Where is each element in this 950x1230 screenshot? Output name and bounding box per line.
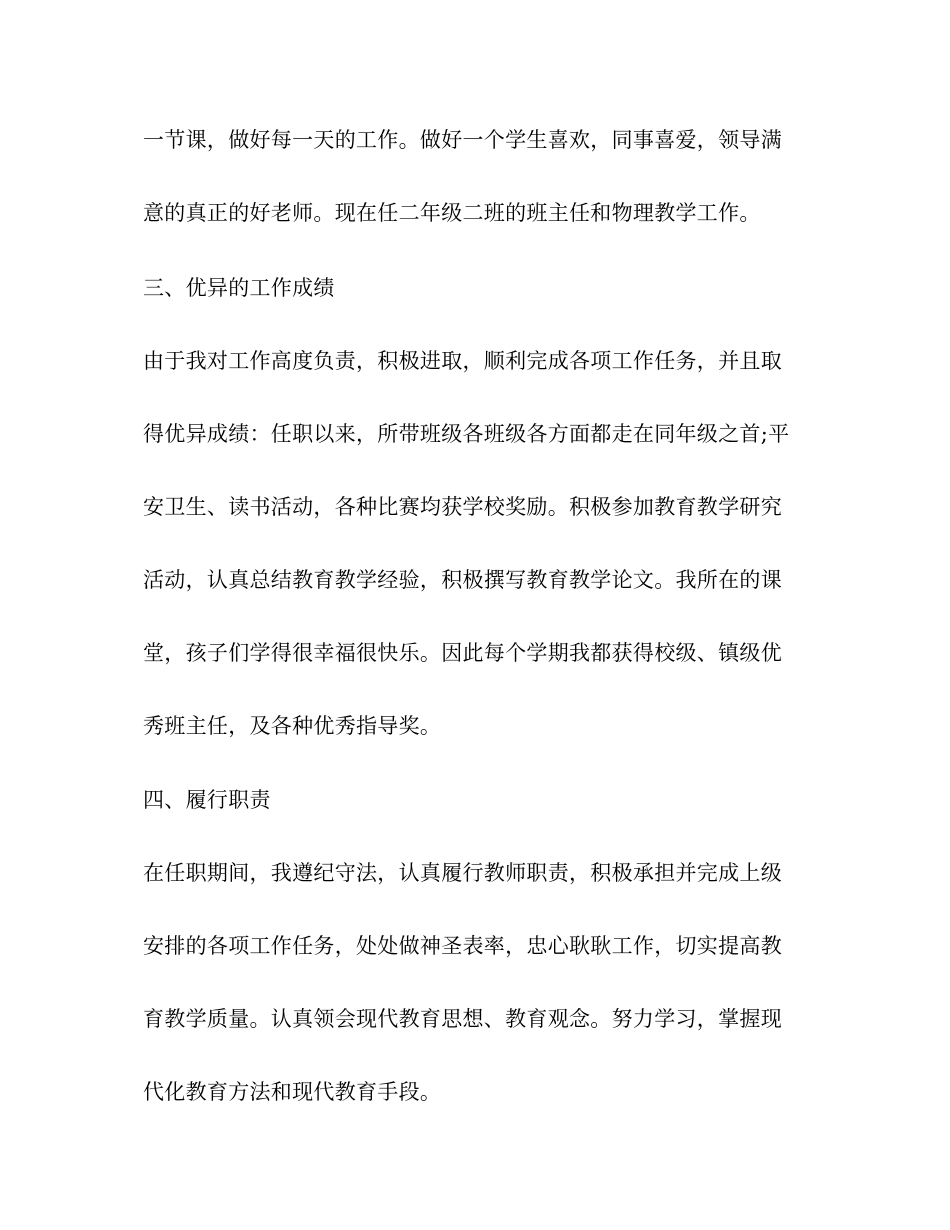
paragraph-line: 在任职期间，我遵纪守法，认真履行教师职责，积极承担并完成上级 xyxy=(143,861,782,885)
paragraph-line: 代化教育方法和现代教育手段。 xyxy=(143,1080,442,1104)
paragraph-line: 安卫生、读书活动，各种比赛均获学校奖励。积极参加教育教学研究 xyxy=(143,495,782,519)
paragraph-line: 由于我对工作高度负责，积极进取，顺利完成各项工作任务，并且取 xyxy=(143,349,782,373)
paragraph-line: 安排的各项工作任务，处处做神圣表率，忠心耿耿工作，切实提高教 xyxy=(143,934,782,958)
section-heading: 四、履行职责 xyxy=(143,788,271,812)
section-heading: 三、优异的工作成绩 xyxy=(143,276,335,300)
paragraph-line: 育教学质量。认真领会现代教育思想、教育观念。努力学习，掌握现 xyxy=(143,1007,782,1031)
paragraph-line: 活动，认真总结教育教学经验，积极撰写教育教学论文。我所在的课 xyxy=(143,568,782,592)
paragraph-line: 一节课，做好每一天的工作。做好一个学生喜欢，同事喜爱，领导满 xyxy=(143,128,782,152)
paragraph-line: 秀班主任，及各种优秀指导奖。 xyxy=(143,714,442,738)
paragraph-line: 得优异成绩：任职以来，所带班级各班级各方面都走在同年级之首;平 xyxy=(143,422,790,446)
paragraph-line: 意的真正的好老师。现在任二年级二班的班主任和物理教学工作。 xyxy=(143,201,761,225)
paragraph-line: 堂，孩子们学得很幸福很快乐。因此每个学期我都获得校级、镇级优 xyxy=(143,641,782,665)
